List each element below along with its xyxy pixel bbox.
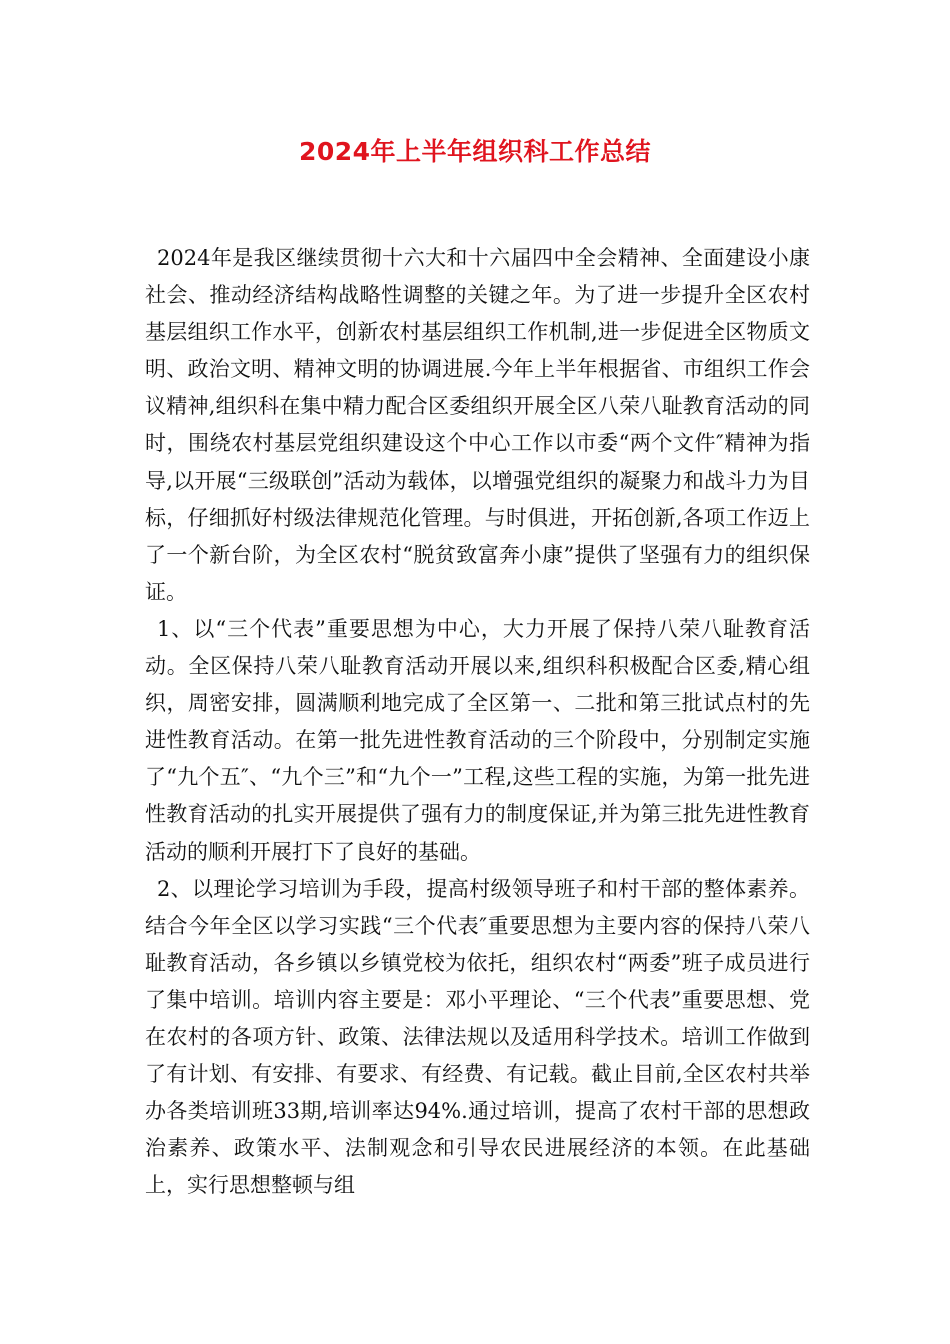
paragraph-section-1: 1、以“三个代表”重要思想为中心，大力开展了保持八荣八耻教育活动。全区保持八荣八耻教育活动开展以来,组织科积极配合区委,精心组织，周密安排，圆满顺利地完成了全区第一、二批和第三批试点村的先进性教育活动。在第一批先进性教育活动的三个阶段中，分别制定实施了“九个五″、“九个三”和“九个一”工程,这些工程的实施，为第一批先进性教育活动的扎实开展提供了强有力的制度保证,并为第三批先进性教育活动的顺利开展打下了良好的基础。 xyxy=(145,616,810,864)
document-title: 2024年上半年组织科工作总结 xyxy=(298,137,652,166)
document-body xyxy=(145,240,810,1204)
paragraph-section-2: 2、以理论学习培训为手段，提高村级领导班子和村干部的整体素养。结合今年全区以学习实践“三个代表″重要思想为主要内容的保持八荣八耻教育活动，各乡镇以乡镇党校为依托，组织农村“两委”班子成员进行了集中培训。培训内容主要是：邓小平理论、“三个代表”重要思想、党在农村的各项方针、政策、法律法规以及适用科学技术。培训工作做到了有计划、有安排、有要求、有经费、有记载。截止目前,全区农村共举办各类培训班33期,培训率达94%.通过培训，提高了农村干部的思想政治素养、政策水平、法制观念和引导农民进展经济的本领。在此基础上，实行思想整顿与组 xyxy=(145,876,810,1198)
paragraph-intro: 2024年是我区继续贯彻十六大和十六届四中全会精神、全面建设小康社会、推动经济结构战略性调整的关键之年。为了进一步提升全区农村基层组织工作水平，创新农村基层组织工作机制,进一步促进全区物质文明、政治文明、精神文明的协调进展.今年上半年根据省、市组织工作会议精神,组织科在集中精力配合区委组织开展全区八荣八耻教育活动的同时，围绕农村基层党组织建设这个中心工作以市委“两个文件″精神为指导,以开展“三级联创”活动为载体，以增强党组织的凝聚力和战斗力为目标，仔细抓好村级法律规范化管理。与时俱进，开拓创新,各项工作迈上了一个新台阶，为全区农村“脱贫致富奔小康”提供了坚强有力的组织保证。 xyxy=(145,246,810,604)
